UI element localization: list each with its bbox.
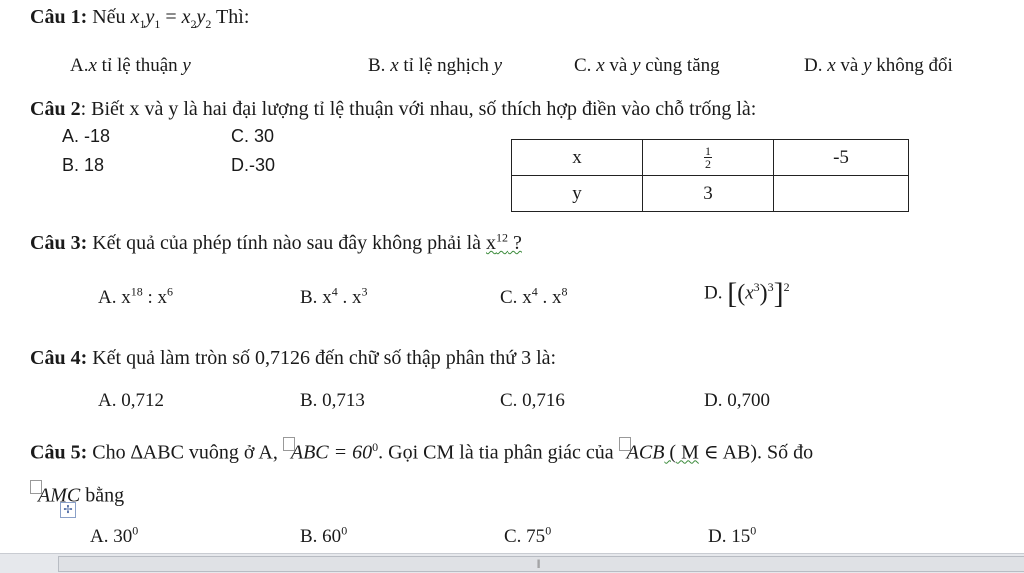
q1-line	[30, 6, 249, 29]
q5-option-b: B. $60^0$	[300, 523, 348, 547]
q4-label: Câu 4:	[30, 347, 88, 369]
q5-eq: = 60	[328, 441, 373, 464]
q5-line	[30, 437, 813, 465]
q5-text2: . Gọi CM là tia phân giác của	[378, 441, 619, 464]
q1-formula: $x_1y_1 = x_2y_2$	[130, 6, 212, 31]
q5-option-c: C. $75^0$	[504, 523, 552, 547]
table-cell: 3	[643, 176, 774, 212]
q5-label: Câu 5:	[30, 441, 88, 464]
q1-option-a: A.x tỉ lệ thuận y	[70, 55, 191, 76]
q4-line	[30, 347, 556, 370]
q2-option-d: D.-30	[231, 155, 276, 175]
q1-option-b: B. x tỉ lệ nghịch y	[368, 55, 503, 76]
q5-option-d: D. $15^0$	[708, 523, 757, 547]
q3-option-a: A. $x^{18}$ : $x^6$	[98, 284, 174, 308]
q5-option-a: A. $30^0$	[90, 523, 139, 547]
q1-lead: Nếu	[87, 6, 131, 28]
table-row	[512, 140, 909, 176]
q2-label: Câu 2	[30, 98, 81, 120]
horizontal-scrollbar[interactable]	[0, 553, 1024, 573]
q3-option-b: B. $x^4$ . $x^3$	[300, 284, 368, 308]
scrollbar-grip-icon: |||	[537, 558, 540, 568]
q3-target: $x^{12}$	[486, 230, 509, 254]
q4-option-b: B. 0,713	[300, 390, 365, 411]
table-row	[512, 176, 909, 212]
q2-option-c: C. 30	[231, 126, 275, 146]
fraction: $\frac{1}{2}$	[705, 144, 711, 171]
q5-in-ab: ∈ AB). Số đo	[698, 441, 814, 464]
q2-value-table	[511, 139, 909, 212]
q1-tail: Thì:	[211, 6, 250, 28]
q3-option-c: C. $x^4$ . $x^8$	[500, 284, 568, 308]
q2-option-b: B. 18	[62, 155, 105, 175]
q1-label: Câu 1:	[30, 6, 88, 28]
q5-paren: (	[664, 441, 677, 464]
table-cell: x	[512, 140, 643, 176]
q5-angle-amc: AMC	[38, 484, 81, 507]
q4-option-c: C. 0,716	[500, 390, 565, 411]
q5-text1: Cho ∆ABC vuông ở A,	[87, 441, 283, 464]
q4-text: Kết quả làm tròn số 0,7126 đến chữ số thập phân thứ 3 là:	[87, 347, 557, 369]
object-anchor-icon[interactable]: ✢	[60, 502, 76, 518]
q2-text: : Biết x và y là hai đại lượng tỉ lệ thuận với nhau, số thích hợp điền vào chỗ trống là:	[80, 98, 757, 120]
scrollbar-thumb[interactable]	[58, 556, 1024, 572]
q2-option-a: A. -18	[62, 126, 111, 146]
table-cell	[643, 140, 774, 176]
q5-angle-acb: ACB	[626, 441, 665, 464]
q3-text: Kết quả của phép tính nào sau đây không phải là	[87, 232, 487, 254]
q2-line	[30, 98, 756, 121]
q3-tail: ?	[508, 232, 522, 254]
q1-option-c: C. x và y cùng tăng	[574, 55, 720, 76]
q5-m: M	[676, 441, 699, 464]
q3-option-d: D. $[(x^3)^3]^2$	[704, 277, 790, 310]
table-cell: -5	[774, 140, 909, 176]
q3-label: Câu 3:	[30, 232, 88, 254]
q5-angle-abc: ABC	[290, 441, 329, 464]
table-cell: y	[512, 176, 643, 212]
q1-option-d: D. x và y không đổi	[804, 55, 953, 76]
q4-option-d: D. 0,700	[704, 390, 770, 411]
table-cell	[774, 176, 909, 212]
q5-deg: 0	[372, 440, 379, 454]
q3-line	[30, 232, 522, 255]
q5-line2	[30, 480, 124, 508]
q4-option-a: A. 0,712	[98, 390, 164, 411]
q5-text3: bằng	[80, 484, 125, 507]
